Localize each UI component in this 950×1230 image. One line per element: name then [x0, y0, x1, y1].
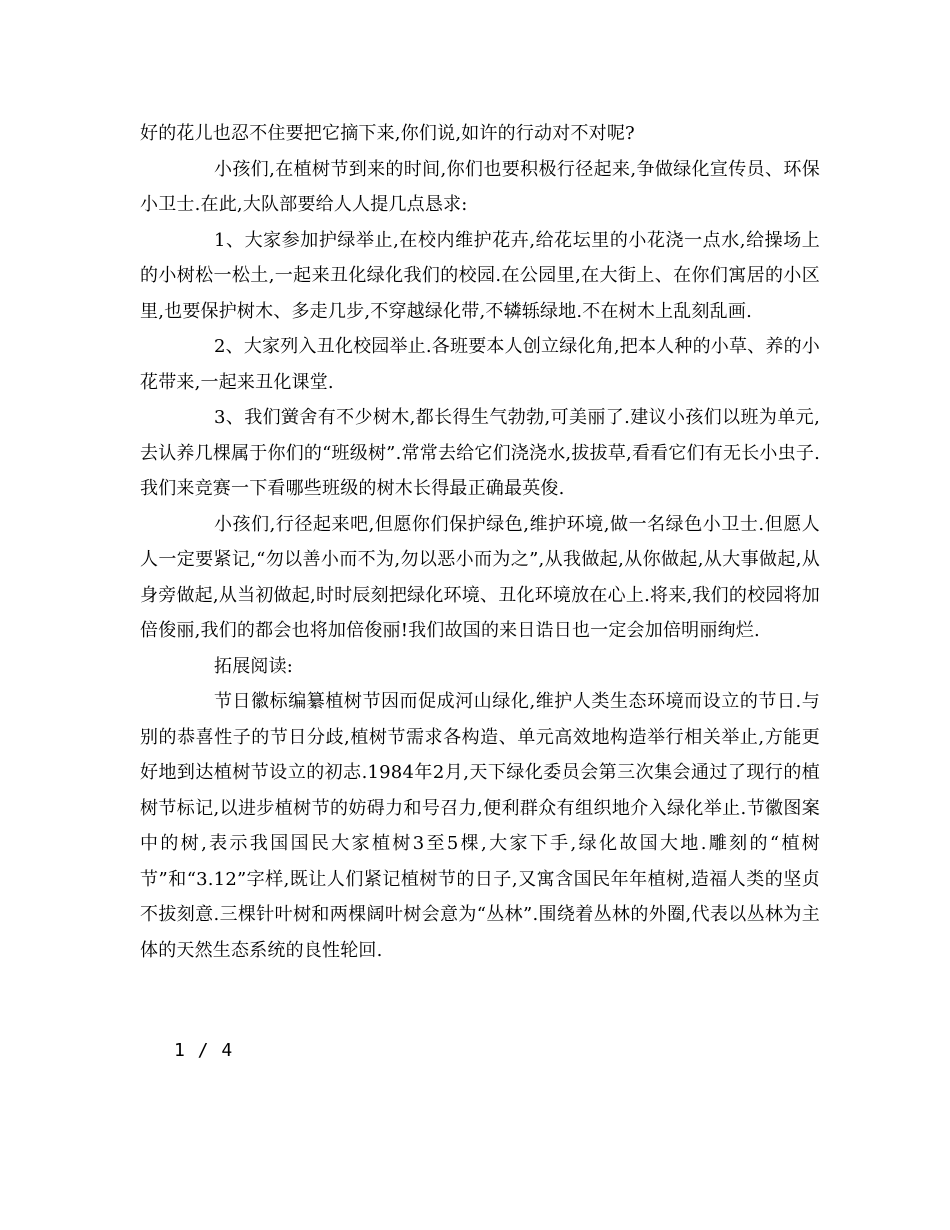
paragraph-extended-reading-heading: 拓展阅读: [214, 655, 294, 677]
paragraph-item-2: 2、大家列入丑化校园举止.各班要本人创立绿化角,把本人种的小草、养的小花带来,一起来丑化课堂. [140, 336, 820, 393]
document-body [140, 116, 820, 968]
paragraph-item-3: 3、我们黉舍有不少树木,都长得生气勃勃,可美丽了.建议小孩们以班为单元,去认养几棵属于你们的“班级树”.常常去给它们浇浇水,拔拔草,看看它们有无长小虫子.我们来竞赛一下看哪些班级的树木长得最正确最英俊. [140, 407, 820, 499]
paragraph-continuation: 好的花儿也忍不住要把它摘下来,你们说,如许的行动对不对呢? [140, 123, 635, 144]
paragraph-item-1: 1、大家参加护绿举止,在校内维护花卉,给花坛里的小花浇一点水,给操场上的小树松一松土,一起来丑化绿化我们的校园.在公园里,在大街上、在你们寓居的小区里,也要保护树木、多走几步,不穿越绿化带,不辚轹绿地.不在树木上乱刻乱画. [140, 229, 820, 322]
paragraph-intro: 小孩们,在植树节到来的时间,你们也要积极行径起来,争做绿化宣传员、环保小卫士.在此,大队部要给人人提几点恳求: [140, 158, 820, 215]
paragraph-closing: 小孩们,行径起来吧,但愿你们保护绿色,维护环境,做一名绿色小卫士.但愿人人一定要紧记,“勿以善小而不为,勿以恶小而为之”,从我做起,从你做起,从大事做起,从身旁做起,从当初做起,时时辰刻把绿化环境、丑化环境放在心上.将来,我们的校园将加倍俊丽,我们的都会也将加倍俊丽!我们故国的来日诰日也一定会加倍明丽绚烂. [140, 513, 820, 641]
page-number: 1 / 4 [174, 1040, 234, 1061]
paragraph-extended-reading-body: 节日徽标编纂植树节因而促成河山绿化,维护人类生态环境而设立的节日.与别的恭喜性子的节日分歧,植树节需求各构造、单元高效地构造举行相关举止,方能更好地到达植树节设立的初志.1984年2月,天下绿化委员会第三次集会通过了现行的植树节标记,以进步植树节的妨碍力和号召力,便利群众有组织地介入绿化举止.节徽图案中的树,表示我国国民大家植树3至5棵,大家下手,绿化故国大地.雕刻的“植树节”和“3.12”字样,既让人们紧记植树节的日子,又寓含国民年年植树,造福人类的坚贞不拔刻意.三棵针叶树和两棵阔叶树会意为“丛林”.围绕着丛林的外圈,代表以丛林为主体的天然生态系统的良性轮回. [140, 691, 820, 961]
